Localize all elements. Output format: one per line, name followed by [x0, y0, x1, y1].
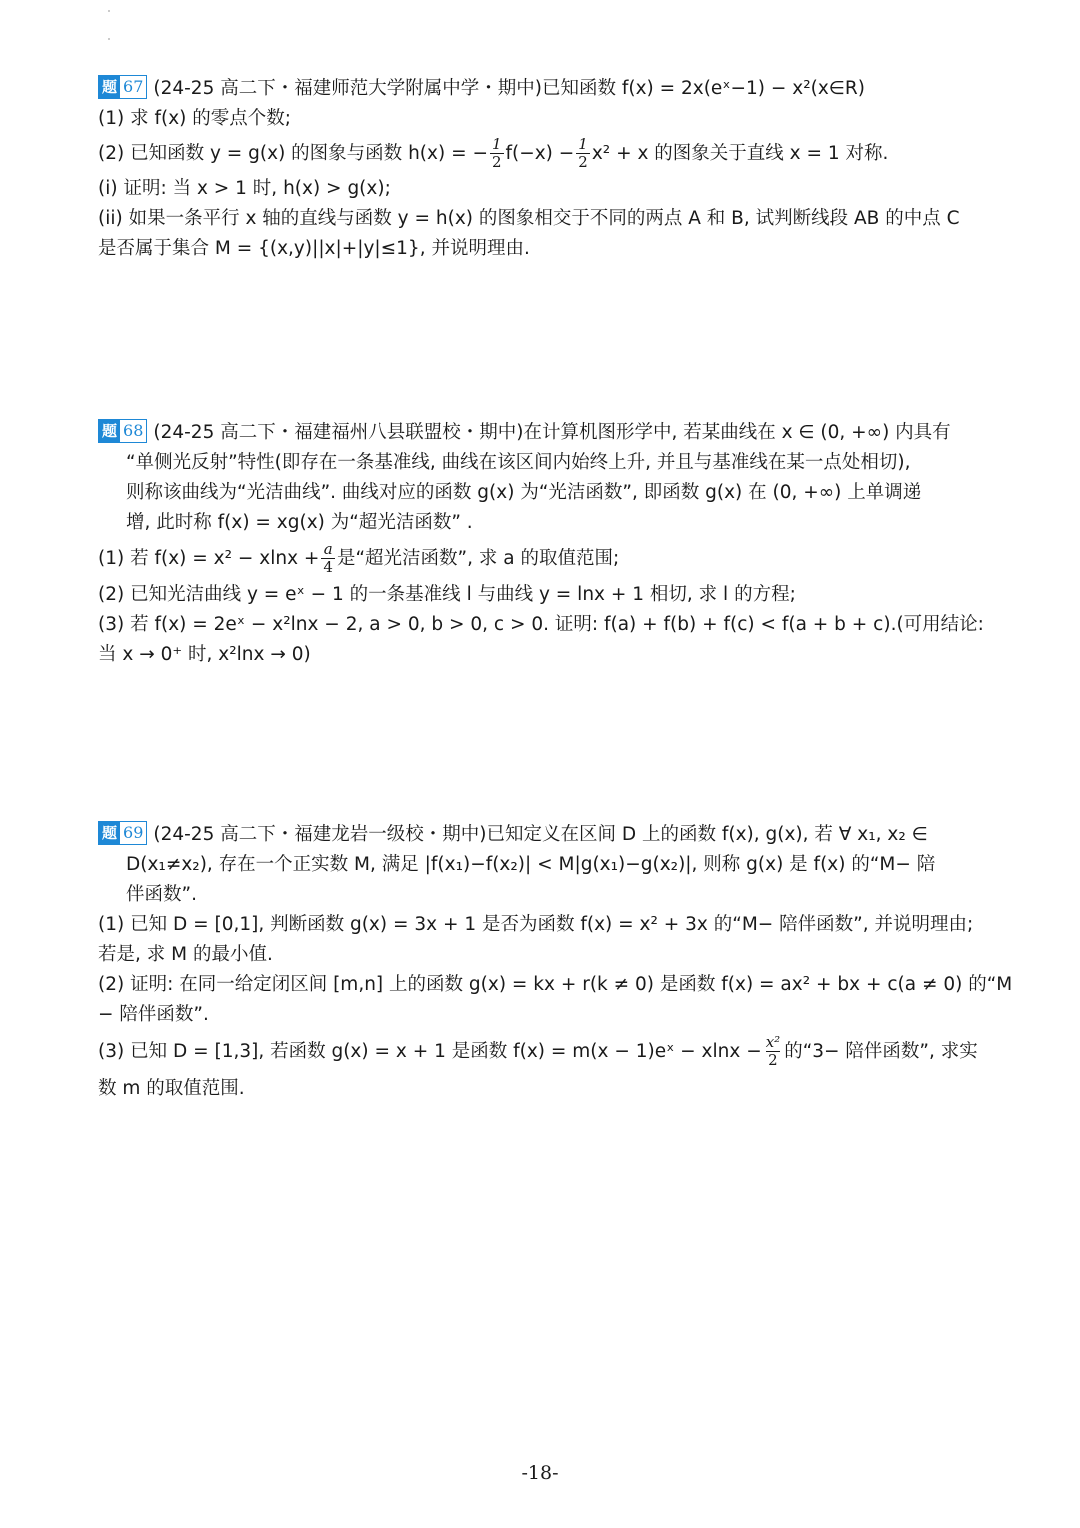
part-2-cont: − 陪伴函数”.: [98, 1004, 209, 1025]
fraction: $\frac{\text{x²}}{2}$: [765, 1032, 781, 1069]
problem-67: [98, 74, 988, 264]
part-1: (1) 若 f(x) = x² − xlnx + $\frac{a}{4}$ 是“超光洁函数”, 求 a 的取值范围;: [98, 539, 620, 576]
page-number: -18-: [521, 1462, 559, 1484]
problem-text: D(x₁≠x₂), 存在一个正实数 M, 满足 |f(x₁)−f(x₂)| < M|g(x₁)−g(x₂)|, 则称 g(x) 是 f(x) 的“M− 陪: [126, 854, 936, 875]
problem-source: (24-25 高二下・福建福州八县联盟校・期中): [153, 422, 524, 443]
problem-intro: 在计算机图形学中, 若某曲线在 x ∈ (0, +∞) 内具有: [523, 422, 951, 443]
part-2-ii-cont: 是否属于集合 M = {(x,y)||x|+|y|≤1}, 并说明理由.: [98, 238, 530, 259]
fraction: $\frac{a}{4}$: [323, 539, 333, 576]
part-2-i: (i) 证明: 当 x > 1 时, h(x) > g(x);: [98, 178, 391, 199]
problem-intro: 已知定义在区间 D 上的函数 f(x), g(x), 若 ∀ x₁, x₂ ∈: [486, 824, 928, 845]
problem-text: 伴函数”.: [126, 884, 197, 905]
problem-source: (24-25 高二下・福建师范大学附属中学・期中): [153, 78, 542, 99]
fraction: $\frac{1}{2}$: [578, 134, 588, 171]
problem-header: [98, 418, 988, 448]
problem-text: 则称该曲线为“光洁曲线”. 曲线对应的函数 g(x) 为“光洁函数”, 即函数 g(x) 在 (0, +∞) 上单调递: [126, 482, 922, 503]
part-1: (1) 已知 D = [0,1], 判断函数 g(x) = 3x + 1 是否为函数 f(x) = x² + 3x 的“M− 陪伴函数”, 并说明理由;: [98, 914, 974, 935]
part-3-cont: 当 x → 0⁺ 时, x²lnx → 0): [98, 644, 311, 665]
fraction: $\frac{1}{2}$: [491, 134, 502, 171]
scan-speck: [108, 38, 110, 40]
part-2: (2) 证明: 在同一给定闭区间 [m,n] 上的函数 g(x) = kx + r(k ≠ 0) 是函数 f(x) = ax² + bx + c(a ≠ 0) 的“M: [98, 974, 1013, 995]
part-3: (3) 若 f(x) = 2eˣ − x²lnx − 2, a > 0, b > 0, c > 0. 证明: f(a) + f(b) + f(c) < f(a + b + c).(可用结论:: [98, 614, 984, 635]
problem-intro: 已知函数 f(x) = 2x(eˣ−1) − x²(x∈R): [541, 78, 865, 99]
scan-speck: [108, 10, 110, 12]
problem-badge: 题 67: [98, 75, 147, 99]
problem-text: “单侧光反射”特性(即存在一条基准线, 曲线在该区间内始终上升, 并且与基准线在某一点处相切),: [126, 452, 911, 473]
part-2: (2) 已知光洁曲线 y = eˣ − 1 的一条基准线 l 与曲线 y = lnx + 1 相切, 求 l 的方程;: [98, 584, 796, 605]
problem-69: [98, 820, 1013, 1104]
problem-text: 增, 此时称 f(x) = xg(x) 为“超光洁函数” .: [126, 512, 473, 533]
part-2: (2) 已知函数 y = g(x) 的图象与函数 h(x) = − $\frac{1}{2}$ f(−x) − $\frac{1}{2}$ x² + x 的图象关于直线 x = 1 对称.: [98, 134, 889, 171]
problem-header: [98, 820, 988, 850]
problem-source: (24-25 高二下・福建龙岩一级校・期中): [153, 824, 487, 845]
part-1-cont: 若是, 求 M 的最小值.: [98, 944, 273, 965]
problem-badge: 题 69: [98, 821, 147, 845]
part-1: (1) 求 f(x) 的零点个数;: [98, 108, 291, 129]
part-3-cont: 数 m 的取值范围.: [98, 1078, 245, 1099]
part-2-ii: (ii) 如果一条平行 x 轴的直线与函数 y = h(x) 的图象相交于不同的两点 A 和 B, 试判断线段 AB 的中点 C: [98, 208, 960, 229]
problem-header: [98, 74, 988, 104]
part-3: (3) 已知 D = [1,3], 若函数 g(x) = x + 1 是函数 f(x) = m(x − 1)eˣ − xlnx − $\frac{\text{x²}}{2}$ 的“3− 陪伴函数”, 求实: [98, 1032, 978, 1069]
problem-68: [98, 418, 988, 670]
problem-badge: 题 68: [98, 419, 147, 443]
